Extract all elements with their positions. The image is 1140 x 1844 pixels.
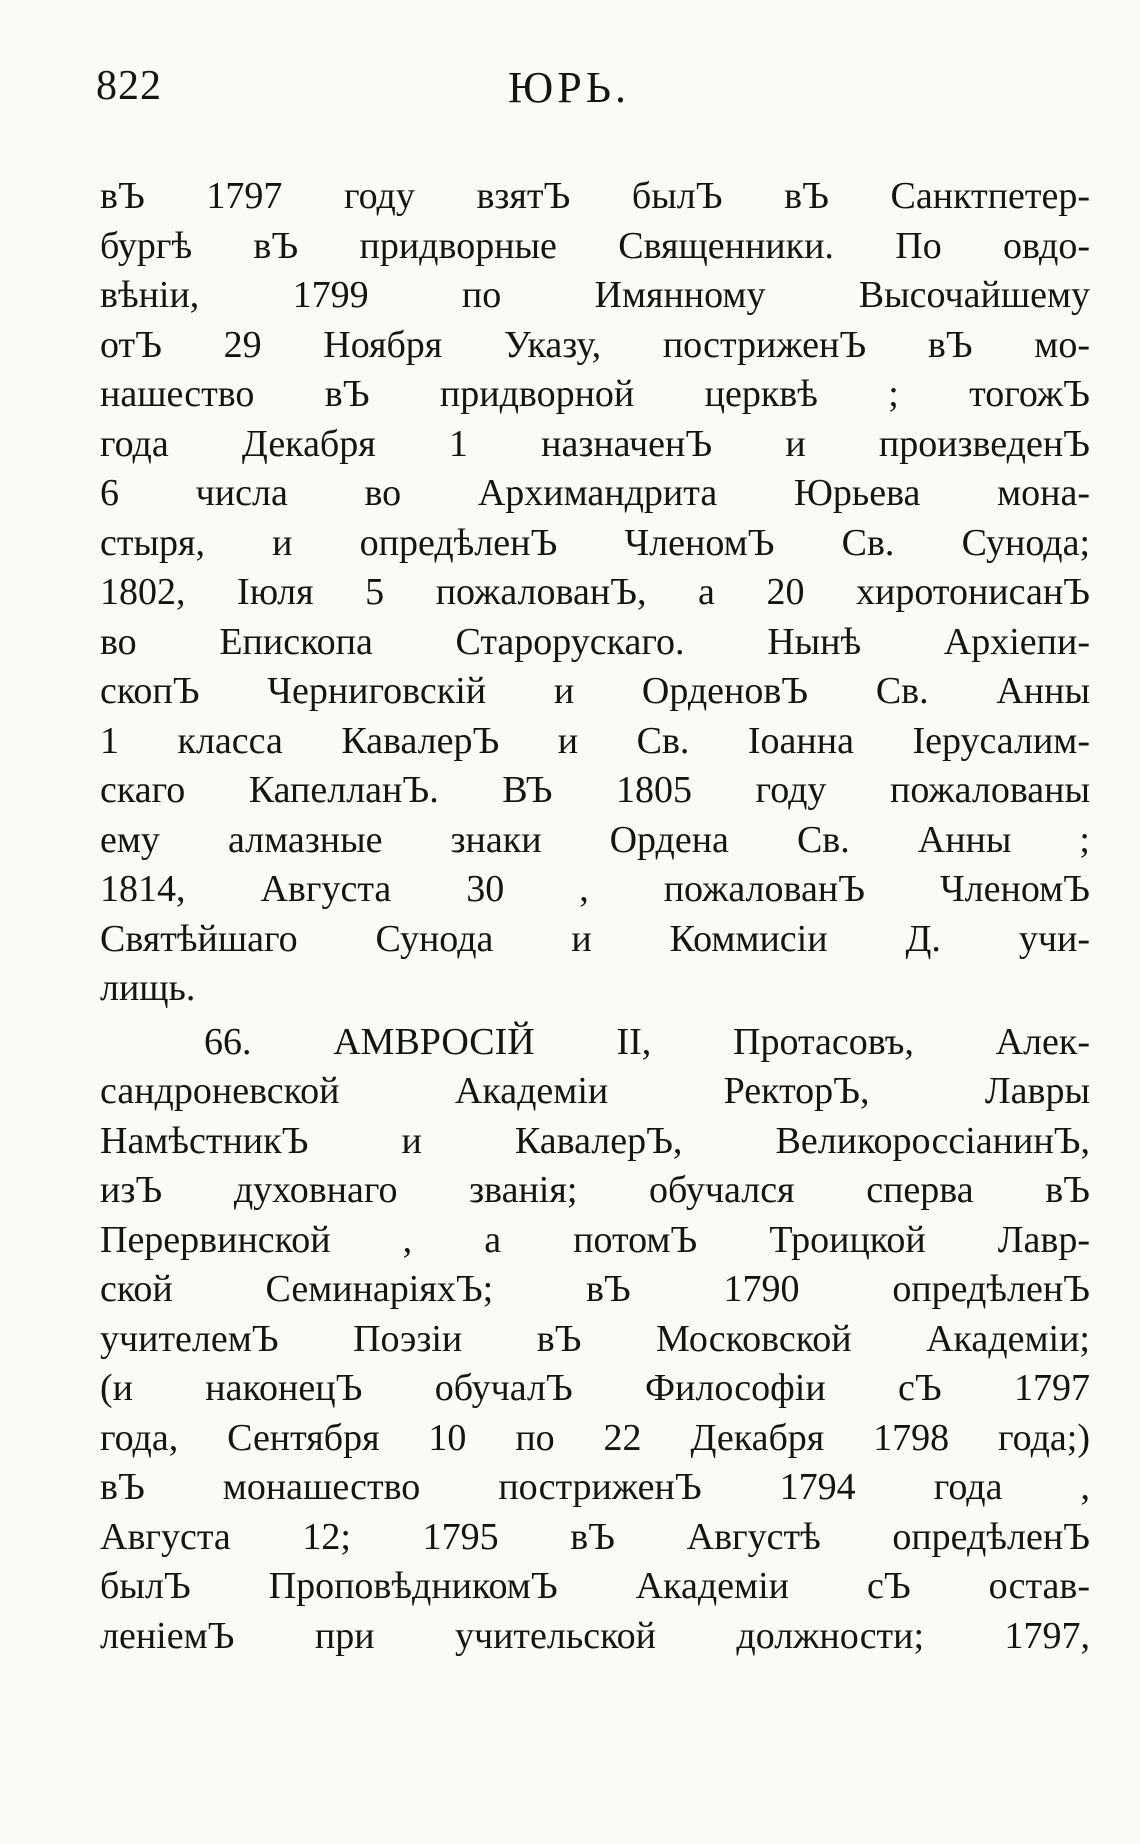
- text-line: лищь.: [100, 967, 196, 1009]
- running-head: ЮРЬ.: [508, 63, 630, 112]
- page-header: [96, 62, 1086, 132]
- paragraph-continuation: [100, 172, 1090, 1014]
- text-line: ему алмазные знаки Ордена Св. Анны ;: [100, 818, 1090, 861]
- text-line: вЪ монашество постриженЪ 1794 года ,: [100, 1466, 1090, 1508]
- text-line: учителемЪ Поэзіи вЪ Московской Академіи;: [100, 1317, 1090, 1360]
- text-line: скаго КапелланЪ. ВЪ 1805 году пожалованы: [100, 769, 1090, 811]
- paragraph-entry-66: [100, 1018, 1090, 1662]
- text-line: (и наконецЪ обучалЪ Философіи сЪ 1797: [100, 1367, 1090, 1409]
- text-line: сандроневской Академіи РекторЪ, Лавры: [100, 1070, 1090, 1112]
- text-line: былЪ ПроповѣдникомЪ Академіи сЪ остав-: [100, 1565, 1090, 1607]
- text-line: НамѣстникЪ и КавалерЪ, ВеликороссіанинЪ,: [100, 1119, 1090, 1162]
- text-line: во Епископа Старорускаго. Нынѣ Архіепи-: [100, 620, 1090, 663]
- text-line: изЪ духовнаго званія; обучался сперва вЪ: [100, 1169, 1090, 1211]
- text-line: 1814, Августа 30 , пожалованЪ ЧленомЪ: [100, 868, 1090, 910]
- text-line: вЪ 1797 году взятЪ былЪ вЪ Санктпетер-: [100, 175, 1090, 217]
- text-line: 1 класса КавалерЪ и Св. Іоанна Іерусалим-: [100, 719, 1090, 762]
- text-line: леніемЪ при учительской должности; 1797,: [100, 1614, 1090, 1657]
- text-line: вѣніи, 1799 по Имянному Высочайшему: [100, 274, 1090, 316]
- text-line: стыря, и опредѣленЪ ЧленомЪ Св. Сунода;: [100, 521, 1090, 564]
- text-line: Перервинской , а потомЪ Троицкой Лавр-: [100, 1218, 1090, 1261]
- text-line: бургѣ вЪ придворные Священники. По овдо-: [100, 224, 1090, 267]
- text-line: Августа 12; 1795 вЪ Августѣ опредѣленЪ: [100, 1515, 1090, 1558]
- text-line: нашество вЪ придворной церквѣ ; тогожЪ: [100, 373, 1090, 415]
- page-number: 822: [96, 63, 162, 109]
- text-line: 6 числа во Архимандрита Юрьева мона-: [100, 472, 1090, 514]
- body-text: [100, 172, 1090, 1661]
- text-line: Святѣйшаго Сунода и Коммисіи Д. учи-: [100, 917, 1090, 960]
- text-line: отЪ 29 Ноября Указу, постриженЪ вЪ мо-: [100, 323, 1090, 366]
- text-line: скопЪ Черниговскій и ОрденовЪ Св. Анны: [100, 670, 1090, 712]
- text-line: года Декабря 1 назначенЪ и произведенЪ: [100, 422, 1090, 465]
- text-line: года, Сентября 10 по 22 Декабря 1798 года;): [100, 1416, 1090, 1459]
- entry-heading-line: 66. АМВРОСІЙ II, Протасовъ, Алек-: [204, 1020, 1090, 1063]
- text-line: ской СеминаріяхЪ; вЪ 1790 опредѣленЪ: [100, 1268, 1090, 1310]
- text-line: 1802, Іюля 5 пожалованЪ, а 20 хиротонисанЪ: [100, 571, 1090, 613]
